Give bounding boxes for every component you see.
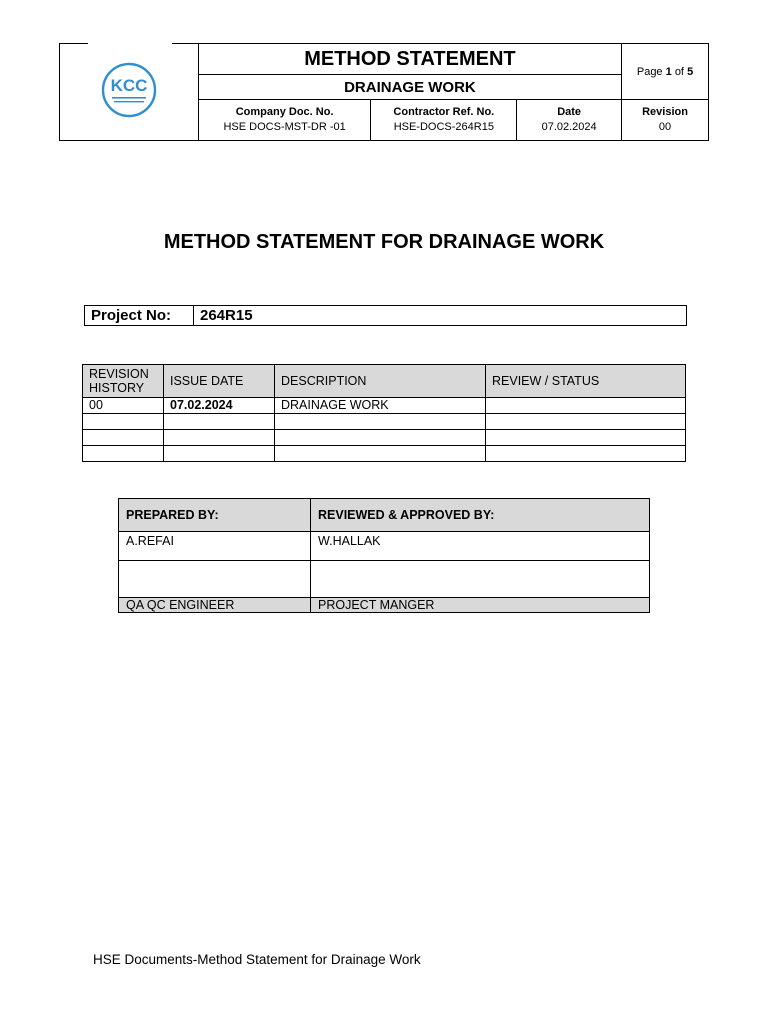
company-doc-no: Company Doc. No. HSE DOCS-MST-DR -01 <box>198 100 371 141</box>
table-header-row <box>83 365 686 398</box>
page-footer: HSE Documents-Method Statement for Drainage Work <box>93 952 421 967</box>
revision-history-table <box>82 364 686 462</box>
table-cell: 07.02.2024 <box>164 398 275 414</box>
logo-cell <box>60 44 199 141</box>
prepared-by-signature <box>119 561 311 598</box>
header-subtitle: DRAINAGE WORK <box>198 75 621 100</box>
header-title: METHOD STATEMENT <box>198 44 621 75</box>
table-row <box>83 430 686 446</box>
table-cell <box>164 446 275 462</box>
signoff-header-row <box>119 499 650 532</box>
table-row <box>83 446 686 462</box>
table-cell: 00 <box>83 398 164 414</box>
reviewed-by-role: PROJECT MANGER <box>311 598 650 613</box>
prepared-by-label: PREPARED BY: <box>119 499 311 532</box>
column-header: REVIEW / STATUS <box>486 365 686 398</box>
table-cell <box>486 398 686 414</box>
reviewed-by-name: W.HALLAK <box>311 532 650 561</box>
project-number-box <box>84 305 687 326</box>
table-cell <box>83 430 164 446</box>
project-value: 264R15 <box>194 306 687 326</box>
table-cell <box>83 446 164 462</box>
column-header: ISSUE DATE <box>164 365 275 398</box>
table-cell: DRAINAGE WORK <box>275 398 486 414</box>
table-cell <box>83 414 164 430</box>
table-cell <box>275 414 486 430</box>
reviewed-by-signature <box>311 561 650 598</box>
signoff-names-row <box>119 532 650 561</box>
table-row <box>83 414 686 430</box>
contractor-ref-no: Contractor Ref. No. HSE-DOCS-264R15 <box>371 100 517 141</box>
signature-row <box>119 561 650 598</box>
company-logo <box>99 60 159 120</box>
prepared-by-role: QA QC ENGINEER <box>119 598 311 613</box>
table-cell <box>164 430 275 446</box>
prepared-by-name: A.REFAI <box>119 532 311 561</box>
signoff-roles-row <box>119 598 650 613</box>
table-cell <box>486 430 686 446</box>
revision-field: Revision 00 <box>622 100 709 141</box>
reviewed-by-label: REVIEWED & APPROVED BY: <box>311 499 650 532</box>
column-header: REVISION HISTORY <box>83 365 164 398</box>
table-cell <box>164 414 275 430</box>
table-cell <box>486 446 686 462</box>
svg-text:KCC: KCC <box>110 75 148 95</box>
page-number: Page 1 of 5 <box>622 44 709 100</box>
document-header <box>59 43 709 141</box>
signoff-table <box>118 498 650 613</box>
document-title: METHOD STATEMENT FOR DRAINAGE WORK <box>163 231 605 253</box>
table-cell <box>275 430 486 446</box>
date-field: Date 07.02.2024 <box>517 100 622 141</box>
project-label: Project No: <box>85 306 194 326</box>
column-header: DESCRIPTION <box>275 365 486 398</box>
table-cell <box>486 414 686 430</box>
table-cell <box>275 446 486 462</box>
table-row <box>83 398 686 414</box>
